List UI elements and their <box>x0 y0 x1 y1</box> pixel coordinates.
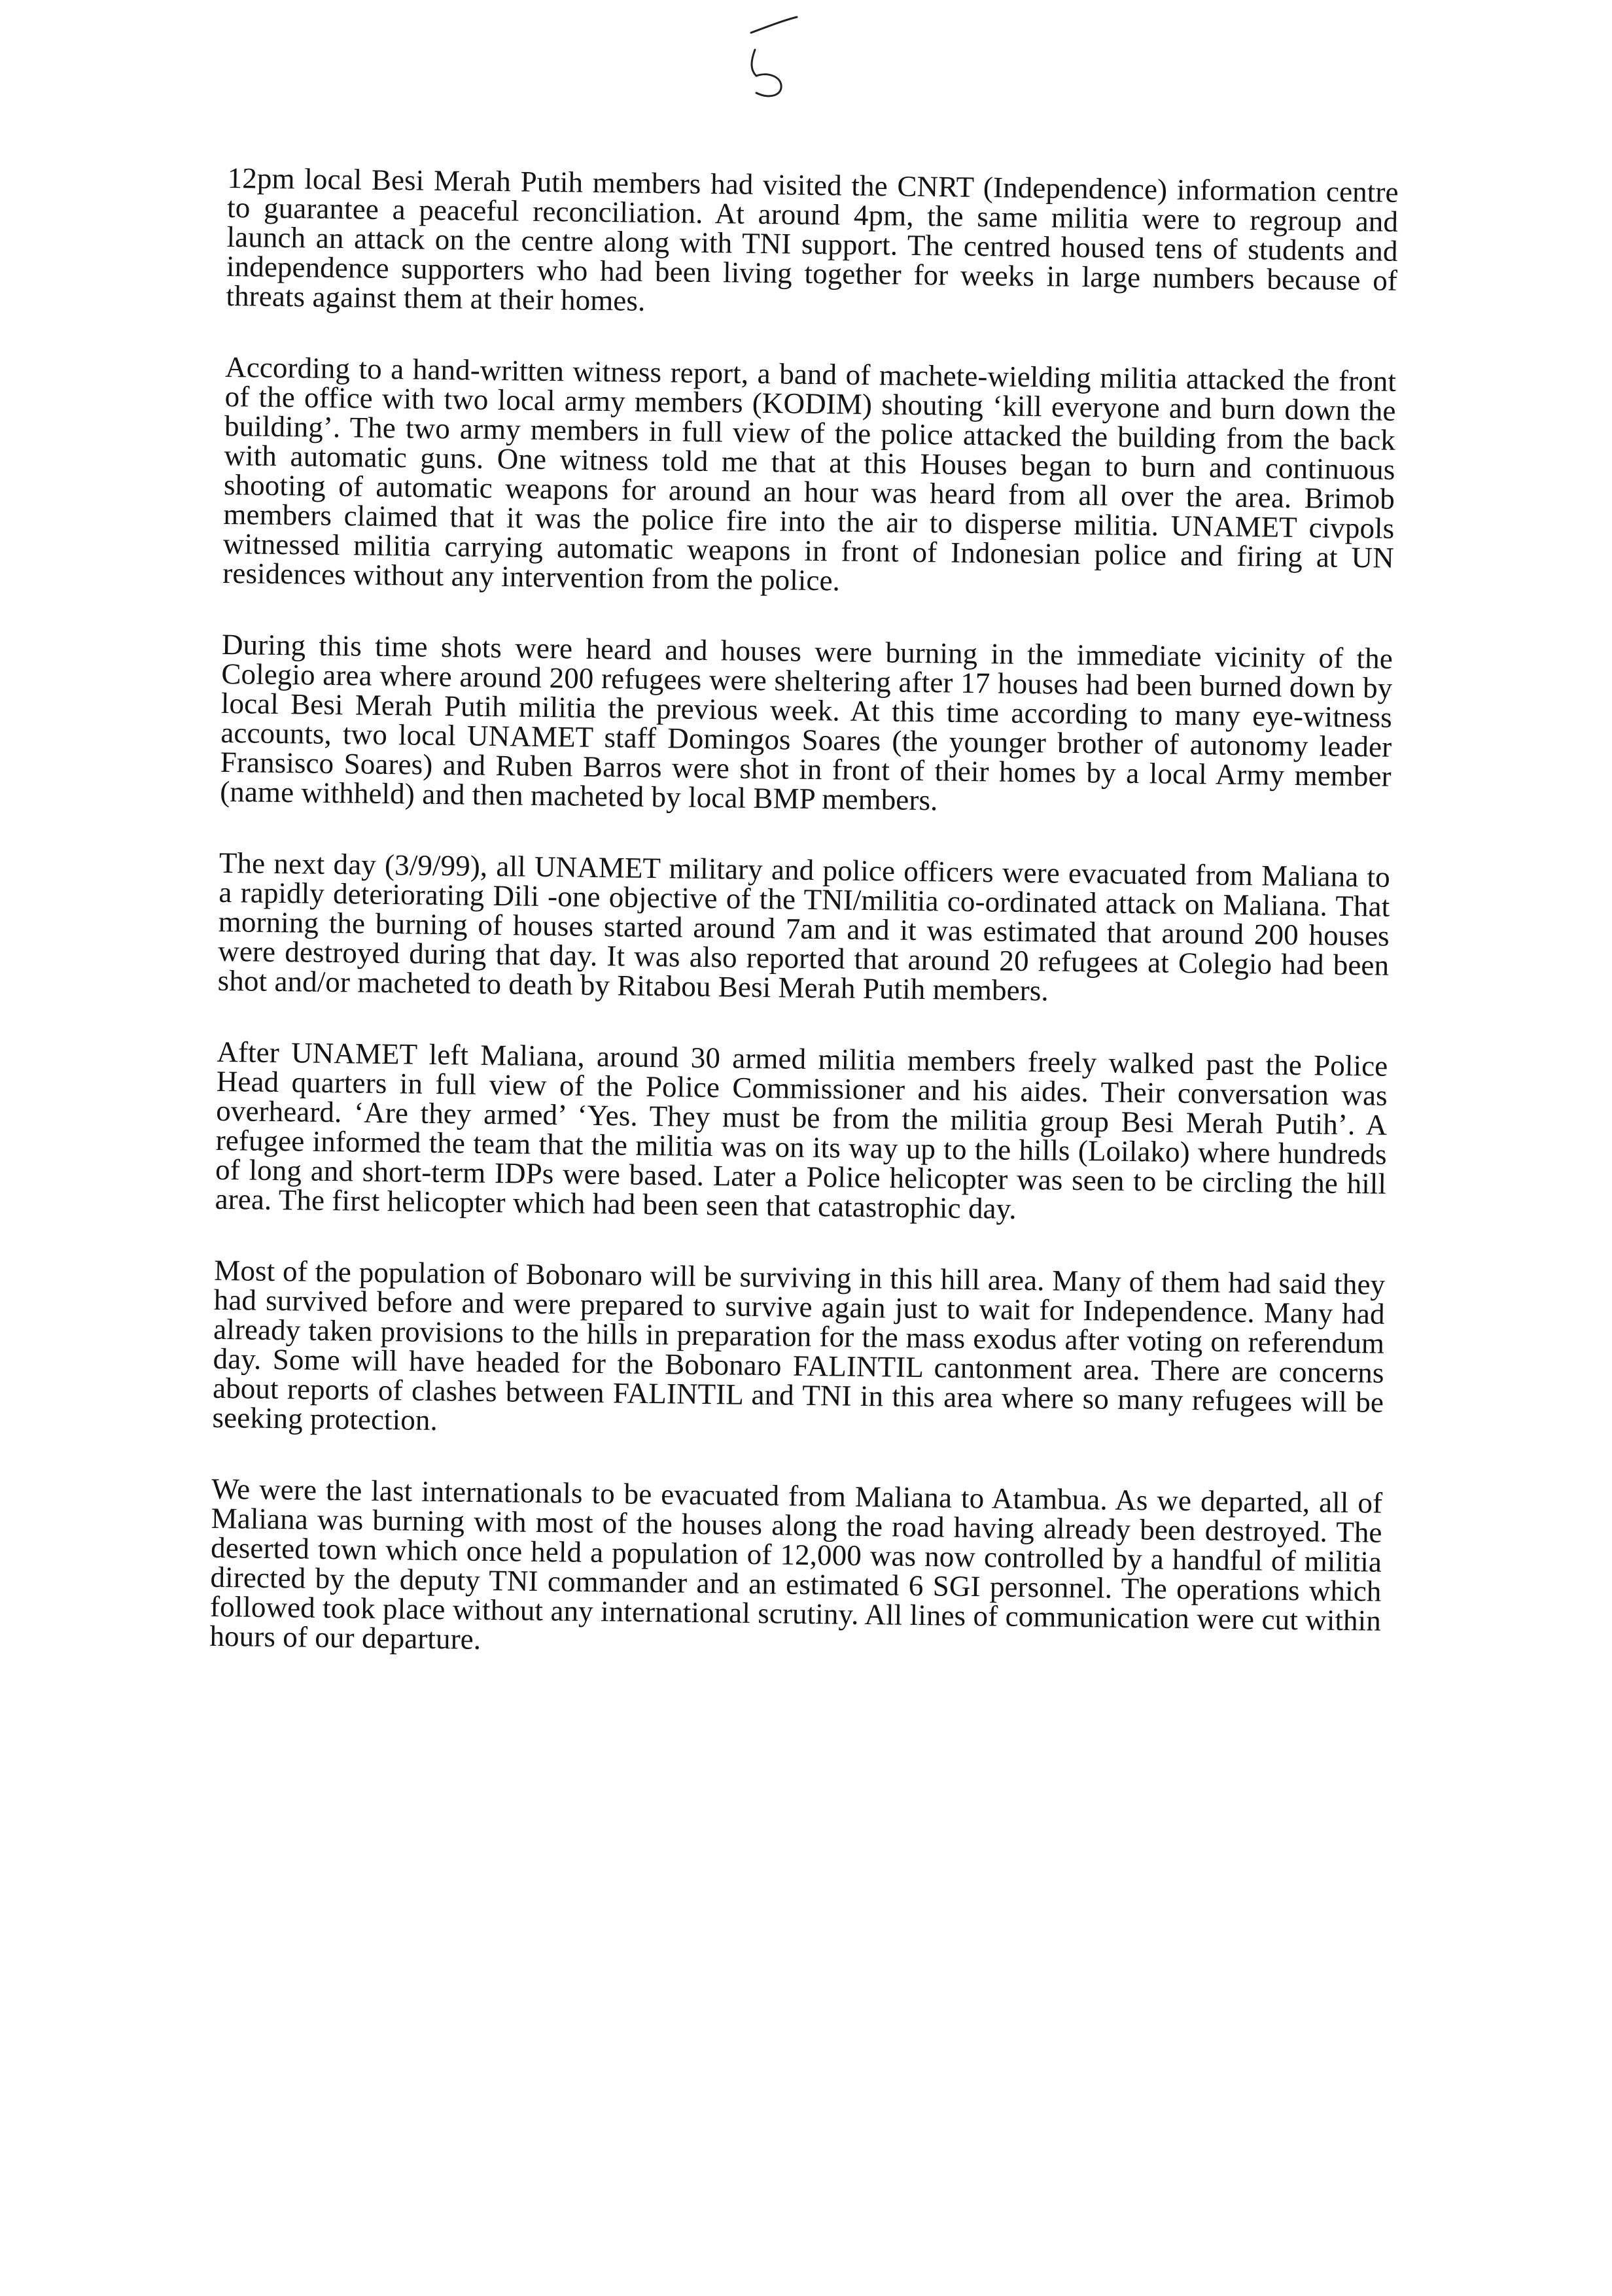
handwritten-page-number <box>733 13 811 98</box>
handwritten-five-icon <box>733 13 811 98</box>
body-text <box>209 164 1398 1707</box>
paragraph: Most of the population of Bobonaro will be surviving in this hill area. Many of them had said they had survived before and were prepared to survive again just to wait for Independence. Many had already taken provisions to the hills in preparation for the mass exodus after voting on referendum day. Some will have headed for the Bobonaro FALINTIL cantonment area. There are concerns about reports of clashes between FALINTIL and TNI in this area where so many refugees will be seeking protection. <box>212 1253 1386 1437</box>
paragraph: During this time shots were heard and houses were burning in the immediate vicinity of the Colegio area where around 200 refugees were sheltering after 17 houses had been burned down by local Besi Merah Putih militia the previous week. At this time according to many eye-witness accounts, two local UNAMET staff Domingos Soares (the younger brother of autonomy leader Fransisco Soares) and Ruben Barros were shot in front of their homes by a local Army member (name withheld) and then macheted by local BMP members. <box>219 627 1393 817</box>
paragraph: After UNAMET left Maliana, around 30 armed militia members freely walked past the Police Head quarters in full view of the Police Commissioner and his aides. Their conversation was overheard. ‘Are they armed’ ‘Yes. They must be from the militia group Besi Merah Putih’. A refugee informed the team that the militia was on its way up to the hills (Loilako) where hundreds of long and short-term IDPs were based. Later a Police helicopter was seen to be circling the hill area. The first helicopter which had been seen that catastrophic day. <box>215 1035 1388 1225</box>
paragraph: The next day (3/9/99), all UNAMET military and police officers were evacuated from Maliana to a rapidly deteriorating Dili -one objective of the TNI/militia co-ordinated attack on Maliana. That morning the burning of houses started around 7am and it was estimated that around 200 houses were destroyed during that day. It was also reported that around 20 refugees at Colegio had been shot and/or macheted to death by Ritabou Besi Merah Putih members. <box>217 846 1391 1007</box>
paragraph: 12pm local Besi Merah Putih members had visited the CNRT (Independence) information centre to guarantee a peaceful reconciliation. At around 4pm, the same militia were to regroup and launch an attack on the centre along with TNI support. The centred housed tens of students and independence supporters who had been living together for weeks in large numbers because of threats against them at their homes. <box>226 162 1399 317</box>
paragraph: According to a hand-written witness report, a band of machete-wielding militia attacked the front of the office with two local army members (KODIM) shouting ‘kill everyone and burn down the building’. The two army members in full view of the police attacked the building from the back with automatic guns. One witness told me that at this Houses began to burn and continuous shooting of automatic weapons for around an hour was heard from all over the area. Brimob members claimed that it was the police fire into the air to disperse militia. UNAMET civpols witnessed militia carrying automatic weapons in front of Indonesian police and firing at UN residences without any intervention from the police. <box>222 350 1397 597</box>
paragraph: We were the last internationals to be evacuated from Maliana to Atambua. As we departed, all of Maliana was burning with most of the houses along the road having already been destroyed. The deserted town which once held a population of 12,000 was now controlled by a handful of militia directed by the deputy TNI commander and an estimated 6 SGI personnel. The operations which followed took place without any international scrutiny. All lines of communication were cut within hours of our departure. <box>209 1472 1383 1656</box>
